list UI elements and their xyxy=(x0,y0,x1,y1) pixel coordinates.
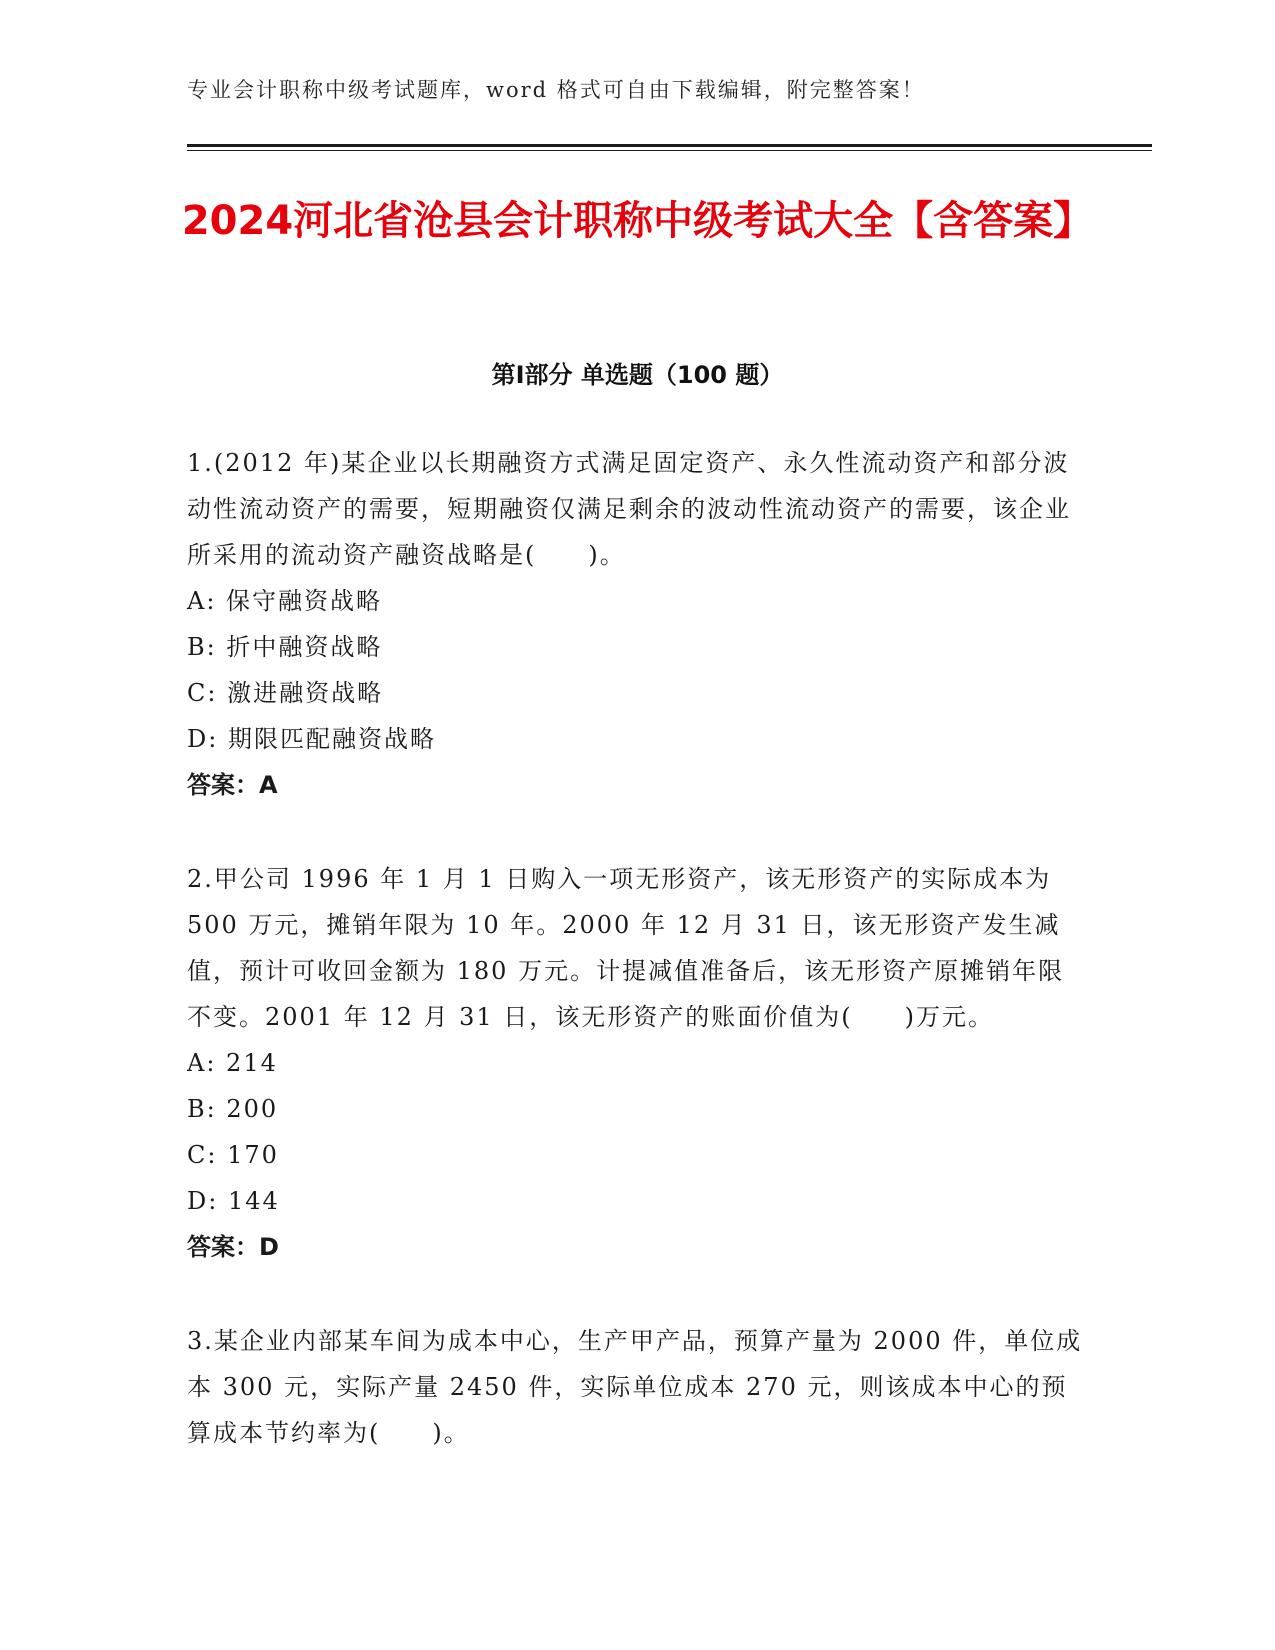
question-3 xyxy=(187,1318,1087,1456)
option-c: C: 170 xyxy=(187,1141,279,1169)
answer: 答案：D xyxy=(187,1233,279,1261)
header-note: 专业会计职称中级考试题库，word 格式可自由下载编辑，附完整答案！ xyxy=(187,78,925,102)
question-stem: 3.某企业内部某车间为成本中心，生产甲产品，预算产量为 2000 件，单位成本 300 元，实际产量 2450 件，实际单位成本 270 元，则该成本中心的预算成本节约率为( )。 xyxy=(187,1327,1083,1447)
question-stem: 2.甲公司 1996 年 1 月 1 日购入一项无形资产，该无形资产的实际成本为 500 万元，摊销年限为 10 年。2000 年 12 月 31 日，该无形资产发生减值，预计可收回金额为 180 万元。计提减值准备后，该无形资产原摊销年限不变。2001 年 12 月 31 日，该无形资产的账面价值为( )万元。 xyxy=(187,865,1065,1031)
answer: 答案：A xyxy=(187,771,278,799)
header-divider-thin xyxy=(187,150,1152,151)
option-b: B: 200 xyxy=(187,1095,279,1123)
option-c: C: 激进融资战略 xyxy=(187,679,384,707)
option-b: B: 折中融资战略 xyxy=(187,633,383,661)
section-heading: 第Ⅰ部分 单选题（100 题） xyxy=(491,361,784,389)
option-d: D: 期限匹配融资战略 xyxy=(187,725,436,753)
option-d: D: 144 xyxy=(187,1187,280,1215)
option-a: A: 保守融资战略 xyxy=(187,587,383,615)
document-title: 2024河北省沧县会计职称中级考试大全【含答案】 xyxy=(181,198,1094,244)
question-1 xyxy=(187,440,1087,808)
header-divider xyxy=(187,144,1152,147)
option-a: A: 214 xyxy=(187,1049,278,1077)
question-stem: 1.(2012 年)某企业以长期融资方式满足固定资产、永久性流动资产和部分波动性流动资产的需要，短期融资仅满足剩余的波动性流动资产的需要，该企业所采用的流动资产融资战略是( )。 xyxy=(187,449,1071,569)
question-2 xyxy=(187,856,1087,1270)
